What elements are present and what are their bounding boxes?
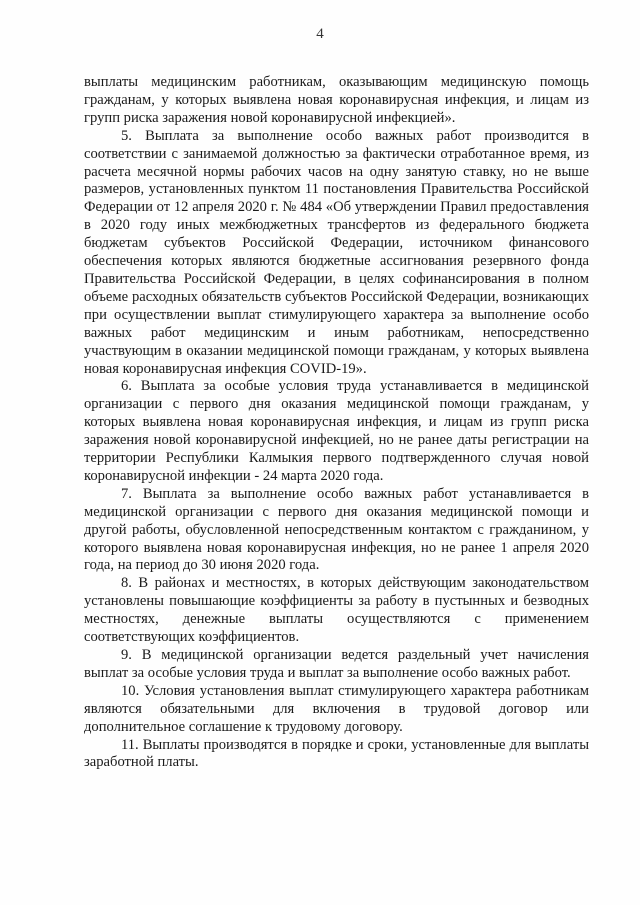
page-number: 4 [316, 26, 324, 42]
paragraph-11: 11. Выплаты производятся в порядке и сроки, установленные для выплаты заработной платы. [84, 736, 589, 771]
paragraph-continuation: выплаты медицинским работникам, оказывающим медицинскую помощь гражданам, у которых выявлена новая коронавирусная инфекция, и лицам из групп риска заражения новой коронавирусной инфекцией». [84, 74, 589, 126]
paragraph-9: 9. В медицинской организации ведется раздельный учет начисления выплат за особые условия труда и выплат за выполнение особо важных работ. [84, 647, 589, 681]
paragraph-7: 7. Выплата за выполнение особо важных работ устанавливается в медицинской организации с первого дня оказания медицинской помощи и другой работы, обусловленной непосредственным контактом с гражданином, у которого выявлена новая коронавирусная инфекция, но не ранее 1 апреля 2020 года, на период до 30 июня 2020 года. [84, 485, 589, 574]
paragraph-10: 10. Условия установления выплат стимулирующего характера работникам являются обязательными для включения в трудовой договор или дополнительное соглашение к трудовому договору. [84, 682, 589, 735]
document-body [84, 74, 589, 772]
paragraph-5: 5. Выплата за выполнение особо важных работ производится в соответствии с занимаемой должностью за фактически отработанное время, из расчета месячной нормы рабочих часов на одну занятую ставку, но не выше размеров, установленных пунктом 11 постановления Правительства Российской Федерации от 12 апреля 2020 г. № 484 «Об утверждении Правил предоставления в 2020 году иных межбюджетных трансфертов из федерального бюджета бюджетам субъектов Российской Федерации, источником финансового обеспечения которых являются бюджетные ассигнования резервного фонда Правительства Российской Федерации, в целях софинансирования в полном объеме расходных обязательств субъектов Российской Федерации, возникающих при осуществлении выплат стимулирующего характера за выполнение особо важных работ медицинским и иным работникам, непосредственно участвующим в оказании медицинской помощи гражданам, у которых выявлена новая коронавирусная инфекция COVID-19». [84, 127, 589, 377]
paragraph-8: 8. В районах и местностях, в которых действующим законодательством установлены повышающие коэффициенты за работу в пустынных и безводных местностях, денежные выплаты осуществляются с применением соответствующих коэффициентов. [84, 575, 589, 646]
paragraph-6: 6. Выплата за особые условия труда устанавливается в медицинской организации с первого дня оказания медицинской помощи гражданам, у которых выявлена новая коронавирусная инфекция, и лицам из групп риска заражения новой коронавирусной инфекцией, но не ранее даты регистрации на территории Республики Калмыкия первого подтвержденного случая новой коронавирусной инфекции - 24 марта 2020 года. [84, 378, 589, 484]
